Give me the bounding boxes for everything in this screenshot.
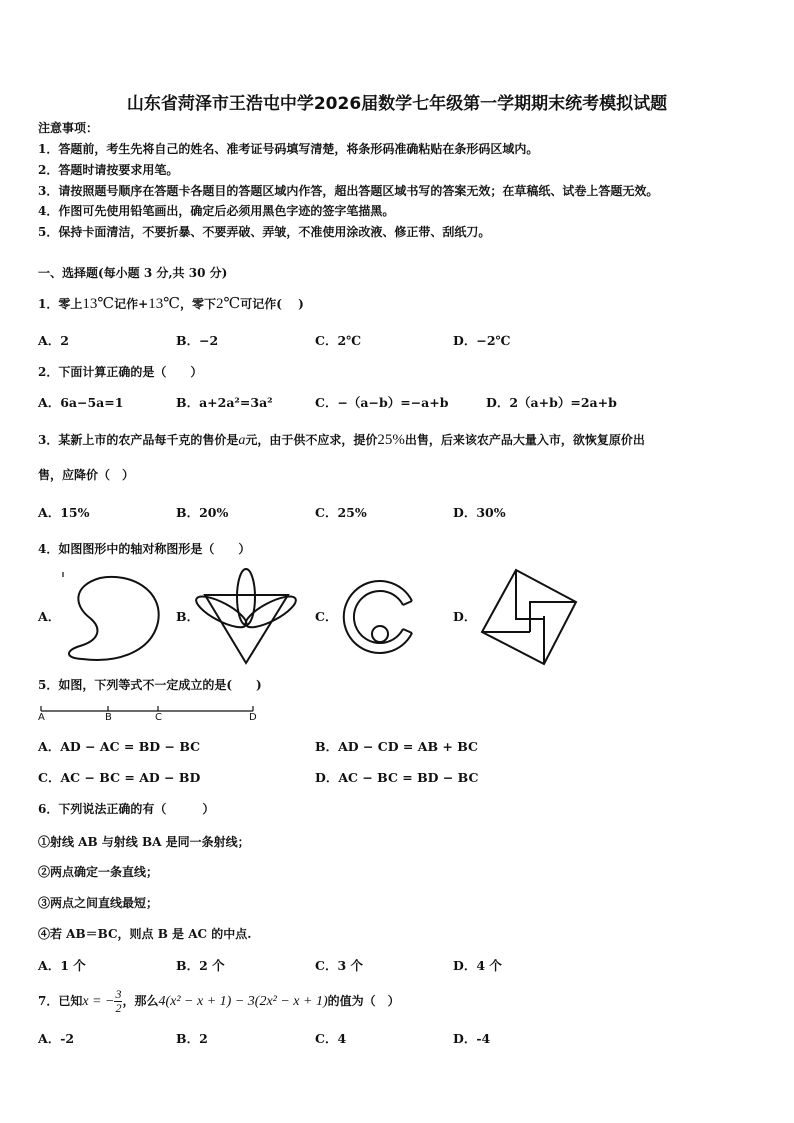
option-d[interactable]: D．4 个 — [453, 958, 502, 973]
point-label-a: A — [38, 712, 45, 723]
statement-item: ③两点之间直线最短； — [38, 896, 159, 910]
q3-text: 元，由于供不应求，提价 — [245, 433, 378, 447]
figure-d-pinwheel — [478, 566, 580, 670]
option-a[interactable]: A．-2 — [38, 1031, 75, 1046]
option-b[interactable] — [315, 739, 478, 755]
option-a-text: A．AD − AC = BD − BC — [38, 739, 201, 754]
point-label-d: D — [249, 712, 257, 723]
q1-value: 13℃ — [148, 296, 180, 312]
notice-item: 3．请按照题号顺序在答题卡各题目的答题区域内作答，超出答题区域书写的答案无效；在草稿纸、试卷上答题无效。 — [38, 184, 659, 198]
question-4-stem: 4．如图图形中的轴对称图形是（ ） — [38, 542, 251, 556]
notice-item: 1．答题前，考生先将自己的姓名、准考证号码填写清楚，将条形码准确粘贴在条形码区域内。 — [38, 142, 539, 156]
figure-c-ring — [338, 575, 420, 663]
option-d-text: D．AC − BC = BD − BC — [315, 770, 479, 785]
option-a[interactable]: A． — [38, 609, 61, 624]
option-a[interactable]: A．1 个 — [38, 958, 86, 973]
option-d[interactable] — [315, 770, 478, 786]
question-1-stem — [38, 296, 304, 312]
notice-heading: 注意事项： — [38, 121, 99, 135]
statement-item: ②两点确定一条直线； — [38, 865, 159, 879]
point-label-b: B — [105, 712, 112, 723]
option-c[interactable]: C．−（a−b）=−a+b — [315, 395, 449, 410]
option-d[interactable]: D． — [453, 609, 477, 624]
q1-value: 2℃ — [216, 296, 241, 312]
q1-text: ，零下 — [179, 297, 216, 311]
question-5-stem: 5．如图，下列等式不一定成立的是( ) — [38, 678, 262, 692]
statement-item: ①射线 AB 与射线 BA 是同一条射线； — [38, 835, 250, 849]
notice-item: 2．答题时请按要求用笔。 — [38, 163, 179, 177]
option-a[interactable] — [38, 739, 200, 755]
option-d[interactable]: D．-4 — [453, 1031, 491, 1046]
option-d[interactable]: D．−2℃ — [453, 333, 511, 348]
option-a[interactable]: A．2 — [38, 333, 69, 348]
option-c[interactable]: C．3 个 — [315, 958, 363, 973]
option-d[interactable]: D．30% — [453, 505, 506, 520]
notice-item: 5．保持卡面清洁，不要折暴、不要弄破、弄皱，不准使用涂改液、修正带、刮纸刀。 — [38, 225, 491, 239]
option-c[interactable]: C．2℃ — [315, 333, 362, 348]
option-b[interactable]: B．20% — [176, 505, 229, 520]
option-c[interactable] — [38, 770, 200, 786]
statement-item: ④若 AB＝BC，则点 B 是 AC 的中点. — [38, 927, 252, 941]
option-a[interactable]: A．6a−5a=1 — [38, 395, 124, 410]
question-7-stem — [38, 986, 400, 1017]
option-c-text: C．AC − BC = AD − BD — [38, 770, 201, 785]
section-heading: 一、选择题(每小题 3 分,共 30 分) — [38, 266, 228, 280]
q7-text: 的值为（ ） — [327, 994, 400, 1008]
q1-text: 可记作( ) — [240, 297, 304, 311]
figure-b-triangle-leaves — [198, 567, 294, 667]
option-c[interactable]: C．25% — [315, 505, 367, 520]
option-a[interactable]: A．15% — [38, 505, 90, 520]
q7-text: ，那么 — [122, 994, 159, 1008]
q3-variable: a — [238, 433, 246, 448]
q1-value: 13℃ — [82, 296, 115, 312]
question-3-stem — [38, 432, 645, 449]
option-b[interactable]: B．2 个 — [176, 958, 225, 973]
point-label-c: C — [155, 712, 162, 723]
option-b[interactable]: B． — [176, 609, 200, 624]
q3-text: 出售，后来该农产品大量入市，欲恢复原价出 — [404, 433, 645, 447]
question-6-stem: 6．下列说法正确的有（ ） — [38, 802, 215, 816]
option-b[interactable]: B．a+2a²=3a² — [176, 395, 273, 410]
option-c[interactable]: C．4 — [315, 1031, 347, 1046]
q1-text: 1．零上 — [38, 297, 83, 311]
q3-percent: 25% — [377, 432, 405, 448]
q7-expression: 4(x² − x + 1) − 3(2x² − x + 1) — [158, 994, 328, 1009]
option-b[interactable]: B．−2 — [176, 333, 219, 348]
option-b-text: B．AD − CD = AB + BC — [315, 739, 478, 754]
notice-item: 4．作图可先使用铅笔画出，确定后必须用黑色字迹的签字笔描黑。 — [38, 204, 395, 218]
fraction-numerator: 3 — [115, 987, 122, 1001]
q1-text: 记作+ — [114, 297, 149, 311]
q7-text: 7．已知 — [38, 994, 83, 1008]
page-title: 山东省菏泽市王浩屯中学2026届数学七年级第一学期期末统考模拟试题 — [126, 94, 668, 114]
fraction-denominator: 2 — [115, 1001, 122, 1015]
option-c[interactable]: C． — [315, 609, 338, 624]
q7-x-equation: x = − — [82, 994, 115, 1009]
q3-text: 3．某新上市的农产品每千克的售价是 — [38, 433, 239, 447]
option-b[interactable]: B．2 — [176, 1031, 208, 1046]
line-segment-figure — [38, 703, 260, 729]
question-3-stem-cont: 售，应降价（ ） — [38, 468, 135, 482]
option-d[interactable]: D．2（a+b）=2a+b — [486, 395, 617, 410]
figure-a-curl — [60, 570, 165, 665]
question-2-stem: 2．下面计算正确的是（ ） — [38, 365, 203, 379]
